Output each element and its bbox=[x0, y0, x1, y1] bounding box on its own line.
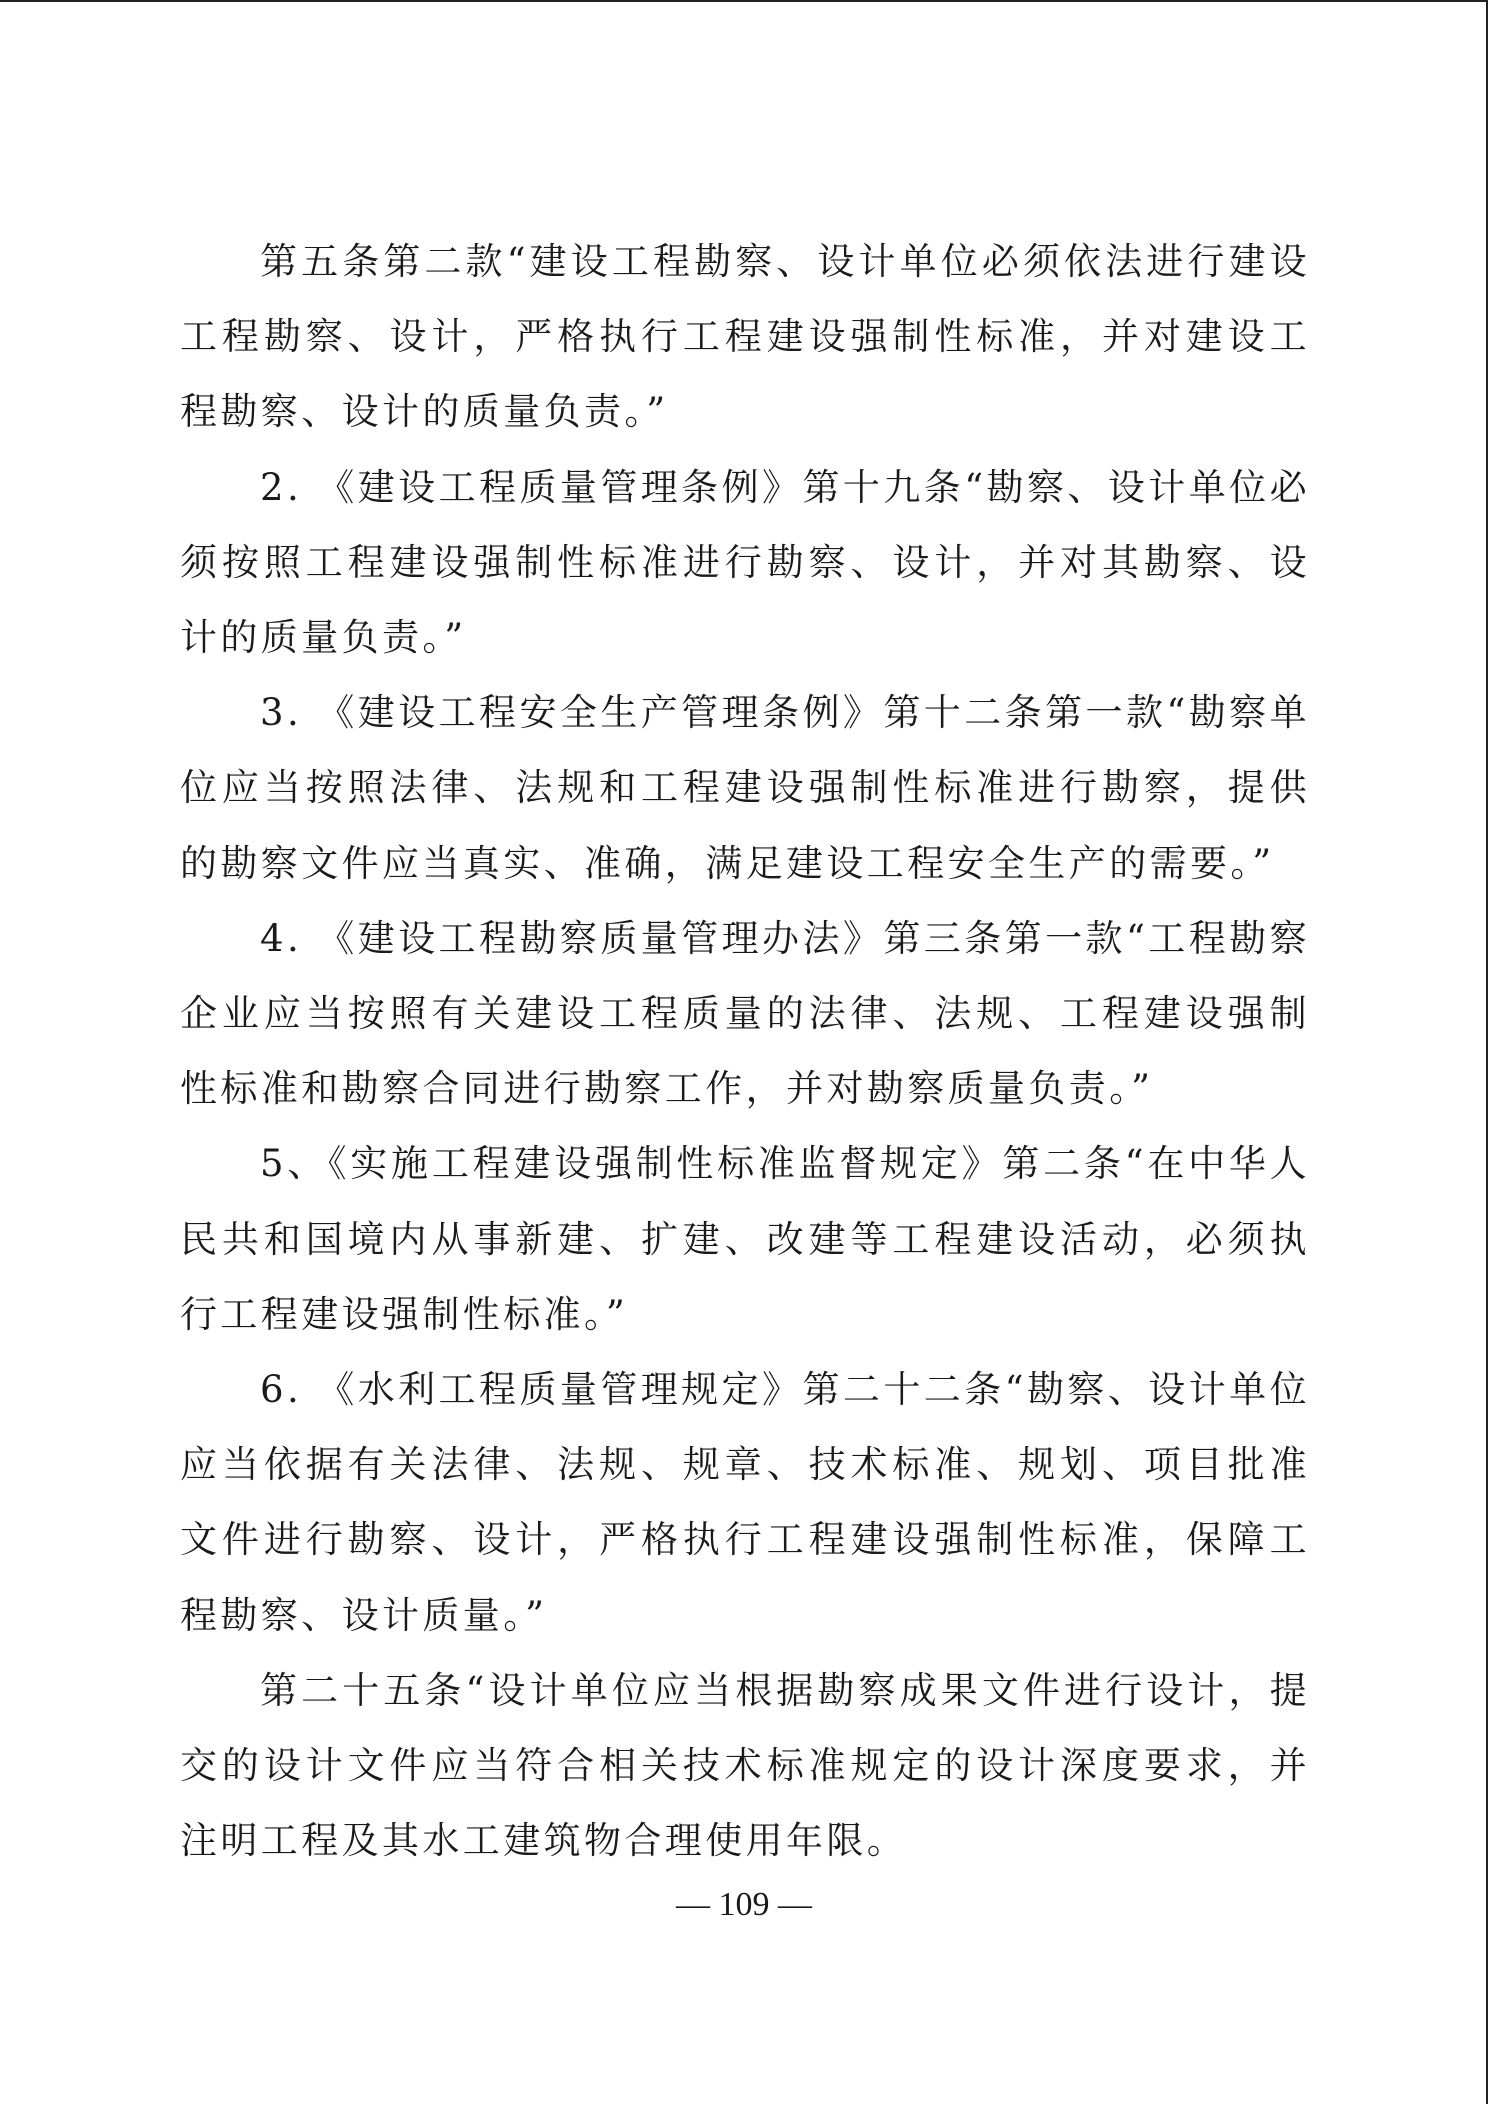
page-number: — 109 — bbox=[676, 1886, 812, 1923]
paragraph-item-6: 6. 《水利工程质量管理规定》第二十二条“勘察、设计单位应当依据有关法律、法规、规章、技术标准、规划、项目批准文件进行勘察、设计，严格执行工程建设强制性标准，保障工程勘察、设计质量。” bbox=[180, 1368, 1310, 1637]
paragraph-item-4: 4. 《建设工程勘察质量管理办法》第三条第一款“工程勘察企业应当按照有关建设工程质量的法律、法规、工程建设强制性标准和勘察合同进行勘察工作，并对勘察质量负责。” bbox=[180, 916, 1310, 1111]
paragraph-item-3: 3. 《建设工程安全生产管理条例》第十二条第一款“勘察单位应当按照法律、法规和工程建设强制性标准进行勘察，提供的勘察文件应当真实、准确，满足建设工程安全生产的需要。” bbox=[180, 691, 1310, 885]
paragraph-article-25: 第二十五条“设计单位应当根据勘察成果文件进行设计，提交的设计文件应当符合相关技术标准规定的设计深度要求，并注明工程及其水工建筑物合理使用年限。 bbox=[180, 1668, 1310, 1863]
paragraph-item-5: 5、《实施工程建设强制性标准监督规定》第二条“在中华人民共和国境内从事新建、扩建、改建等工程建设活动，必须执行工程建设强制性标准。” bbox=[180, 1142, 1310, 1336]
paragraph-article-5-clause-2: 第五条第二款“建设工程勘察、设计单位必须依法进行建设工程勘察、设计，严格执行工程建设强制性标准，并对建设工程勘察、设计的质量负责。” bbox=[180, 240, 1310, 434]
paragraph-item-2: 2. 《建设工程质量管理条例》第十九条“勘察、设计单位必须按照工程建设强制性标准进行勘察、设计，并对其勘察、设计的质量负责。” bbox=[180, 465, 1310, 660]
document-body bbox=[180, 224, 1310, 1878]
